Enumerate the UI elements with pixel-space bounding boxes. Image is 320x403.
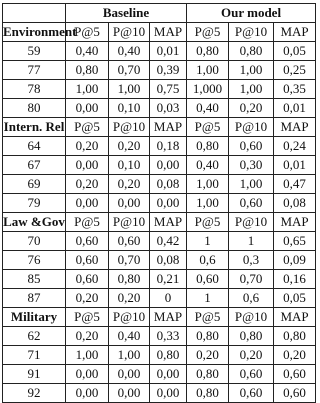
table-row <box>3 137 316 156</box>
value-cell: 1,000 <box>187 80 229 99</box>
value-cell: 0,21 <box>150 270 187 289</box>
value-cell: 0,40 <box>66 42 109 61</box>
value-cell: 0,00 <box>66 194 109 213</box>
value-cell: 0,47 <box>274 175 316 194</box>
topic-id: 87 <box>3 289 66 308</box>
value-cell: 0,10 <box>109 156 150 175</box>
section-title: Intern. Rel <box>3 118 66 137</box>
value-cell: 0,00 <box>66 156 109 175</box>
metric-header: MAP <box>274 213 316 232</box>
value-cell: 0,20 <box>66 327 109 346</box>
table-row <box>3 80 316 99</box>
value-cell: 0,80 <box>187 384 229 403</box>
value-cell: 0,6 <box>187 251 229 270</box>
topic-id: 78 <box>3 80 66 99</box>
value-cell: 0,60 <box>229 384 274 403</box>
value-cell: 1 <box>187 232 229 251</box>
table-row <box>3 270 316 289</box>
value-cell: 0,35 <box>274 80 316 99</box>
table-row <box>3 232 316 251</box>
value-cell: 1,00 <box>109 346 150 365</box>
section-title: Law &Gov <box>3 213 66 232</box>
topic-id: 70 <box>3 232 66 251</box>
value-cell: 0,70 <box>229 270 274 289</box>
value-cell: 0,40 <box>109 42 150 61</box>
table-row <box>3 251 316 270</box>
topic-id: 64 <box>3 137 66 156</box>
value-cell: 0,00 <box>109 365 150 384</box>
value-cell: 0,40 <box>187 99 229 118</box>
value-cell: 1,00 <box>66 346 109 365</box>
value-cell: 1,00 <box>187 194 229 213</box>
value-cell: 0,25 <box>274 61 316 80</box>
value-cell: 0,20 <box>109 175 150 194</box>
value-cell: 0,20 <box>229 99 274 118</box>
value-cell: 0,00 <box>66 365 109 384</box>
metric-header: P@5 <box>187 213 229 232</box>
value-cell: 0,60 <box>274 384 316 403</box>
metric-header: P@5 <box>187 118 229 137</box>
value-cell: 0,40 <box>187 156 229 175</box>
section-environment <box>3 23 316 118</box>
metric-header: P@10 <box>229 308 274 327</box>
value-cell: 0,05 <box>274 42 316 61</box>
value-cell: 0,01 <box>274 99 316 118</box>
value-cell: 0,00 <box>109 384 150 403</box>
value-cell: 0,00 <box>150 156 187 175</box>
topic-id: 62 <box>3 327 66 346</box>
metric-header: P@10 <box>109 118 150 137</box>
metric-header: MAP <box>274 308 316 327</box>
metric-header: P@10 <box>109 23 150 42</box>
value-cell: 0,40 <box>109 327 150 346</box>
topic-id: 69 <box>3 175 66 194</box>
value-cell: 0,20 <box>109 289 150 308</box>
value-cell: 0,60 <box>109 232 150 251</box>
topic-id: 91 <box>3 365 66 384</box>
topic-id: 85 <box>3 270 66 289</box>
value-cell: 0,60 <box>66 232 109 251</box>
value-cell: 0,60 <box>66 251 109 270</box>
metric-header: MAP <box>274 118 316 137</box>
metric-header: P@10 <box>109 213 150 232</box>
value-cell: 0,09 <box>274 251 316 270</box>
value-cell: 0,30 <box>229 156 274 175</box>
value-cell: 1,00 <box>66 80 109 99</box>
metric-header: P@10 <box>229 23 274 42</box>
table-header <box>3 4 316 23</box>
table-row <box>3 384 316 403</box>
value-cell: 0,16 <box>274 270 316 289</box>
table-row <box>3 365 316 384</box>
value-cell: 0,6 <box>229 289 274 308</box>
results-table <box>2 3 316 403</box>
value-cell: 0,00 <box>150 194 187 213</box>
metric-header: P@10 <box>109 308 150 327</box>
value-cell: 0,20 <box>274 346 316 365</box>
value-cell: 0,20 <box>66 175 109 194</box>
value-cell: 1,00 <box>187 175 229 194</box>
table-row <box>3 61 316 80</box>
section-header-row <box>3 118 316 137</box>
value-cell: 0,60 <box>66 270 109 289</box>
value-cell: 0,80 <box>150 346 187 365</box>
table-row <box>3 42 316 61</box>
value-cell: 0,08 <box>150 175 187 194</box>
section-title: Environment <box>3 23 66 42</box>
value-cell: 0,80 <box>229 42 274 61</box>
value-cell: 0,75 <box>150 80 187 99</box>
section-title: Military <box>3 308 66 327</box>
metric-header: P@10 <box>229 118 274 137</box>
metric-header: P@5 <box>66 308 109 327</box>
value-cell: 1,00 <box>109 80 150 99</box>
metric-header: MAP <box>150 308 187 327</box>
value-cell: 0,03 <box>150 99 187 118</box>
value-cell: 0,70 <box>109 251 150 270</box>
header-row <box>3 4 316 23</box>
value-cell: 0,33 <box>150 327 187 346</box>
value-cell: 0,00 <box>150 384 187 403</box>
value-cell: 0,80 <box>109 270 150 289</box>
value-cell: 1 <box>229 232 274 251</box>
value-cell: 0,00 <box>66 384 109 403</box>
topic-id: 77 <box>3 61 66 80</box>
value-cell: 1,00 <box>187 61 229 80</box>
value-cell: 0,42 <box>150 232 187 251</box>
metric-header: P@10 <box>229 213 274 232</box>
value-cell: 0,01 <box>274 156 316 175</box>
topic-id: 76 <box>3 251 66 270</box>
table-row <box>3 194 316 213</box>
metric-header: MAP <box>150 23 187 42</box>
metric-header: MAP <box>150 213 187 232</box>
topic-id: 71 <box>3 346 66 365</box>
value-cell: 0,20 <box>187 346 229 365</box>
value-cell: 1,00 <box>229 61 274 80</box>
table-row <box>3 289 316 308</box>
metric-header: P@5 <box>66 23 109 42</box>
value-cell: 0,08 <box>274 194 316 213</box>
metric-header: MAP <box>150 118 187 137</box>
section-header-row <box>3 23 316 42</box>
topic-id: 67 <box>3 156 66 175</box>
topic-id: 80 <box>3 99 66 118</box>
table-row <box>3 175 316 194</box>
value-cell: 0,65 <box>274 232 316 251</box>
metric-header: P@5 <box>187 23 229 42</box>
topic-id: 92 <box>3 384 66 403</box>
metric-header: P@5 <box>66 118 109 137</box>
value-cell: 0,05 <box>274 289 316 308</box>
value-cell: 0,80 <box>187 42 229 61</box>
metric-header: P@5 <box>187 308 229 327</box>
metric-header: MAP <box>274 23 316 42</box>
value-cell: 0,24 <box>274 137 316 156</box>
value-cell: 0,01 <box>150 42 187 61</box>
value-cell: 0,20 <box>229 346 274 365</box>
value-cell: 0,80 <box>274 327 316 346</box>
value-cell: 0,60 <box>187 270 229 289</box>
value-cell: 1,00 <box>229 175 274 194</box>
topic-id: 59 <box>3 42 66 61</box>
value-cell: 0,20 <box>66 137 109 156</box>
value-cell: 0,60 <box>274 365 316 384</box>
value-cell: 0,20 <box>66 289 109 308</box>
value-cell: 0,00 <box>150 365 187 384</box>
section-military <box>3 308 316 403</box>
section-header-row <box>3 308 316 327</box>
value-cell: 0,00 <box>109 194 150 213</box>
value-cell: 0,00 <box>66 99 109 118</box>
value-cell: 0,80 <box>187 365 229 384</box>
value-cell: 0,60 <box>229 194 274 213</box>
value-cell: 0,10 <box>109 99 150 118</box>
baseline-header: Baseline <box>66 4 187 23</box>
metric-header: P@5 <box>66 213 109 232</box>
header-empty-cell <box>3 4 66 23</box>
table-row <box>3 99 316 118</box>
value-cell: 1,00 <box>229 80 274 99</box>
section-header-row <box>3 213 316 232</box>
value-cell: 1 <box>187 289 229 308</box>
value-cell: 0,80 <box>187 327 229 346</box>
value-cell: 0,20 <box>109 137 150 156</box>
value-cell: 0,18 <box>150 137 187 156</box>
our-model-header: Our model <box>187 4 316 23</box>
table-row <box>3 156 316 175</box>
topic-id: 79 <box>3 194 66 213</box>
value-cell: 0,39 <box>150 61 187 80</box>
value-cell: 0,80 <box>187 137 229 156</box>
value-cell: 0,80 <box>66 61 109 80</box>
value-cell: 0,80 <box>229 327 274 346</box>
table-row <box>3 346 316 365</box>
value-cell: 0,60 <box>229 365 274 384</box>
value-cell: 0,08 <box>150 251 187 270</box>
value-cell: 0,70 <box>109 61 150 80</box>
table-row <box>3 327 316 346</box>
value-cell: 0 <box>150 289 187 308</box>
section-intern-rel <box>3 118 316 213</box>
section-law-gov <box>3 213 316 308</box>
value-cell: 0,3 <box>229 251 274 270</box>
value-cell: 0,60 <box>229 137 274 156</box>
